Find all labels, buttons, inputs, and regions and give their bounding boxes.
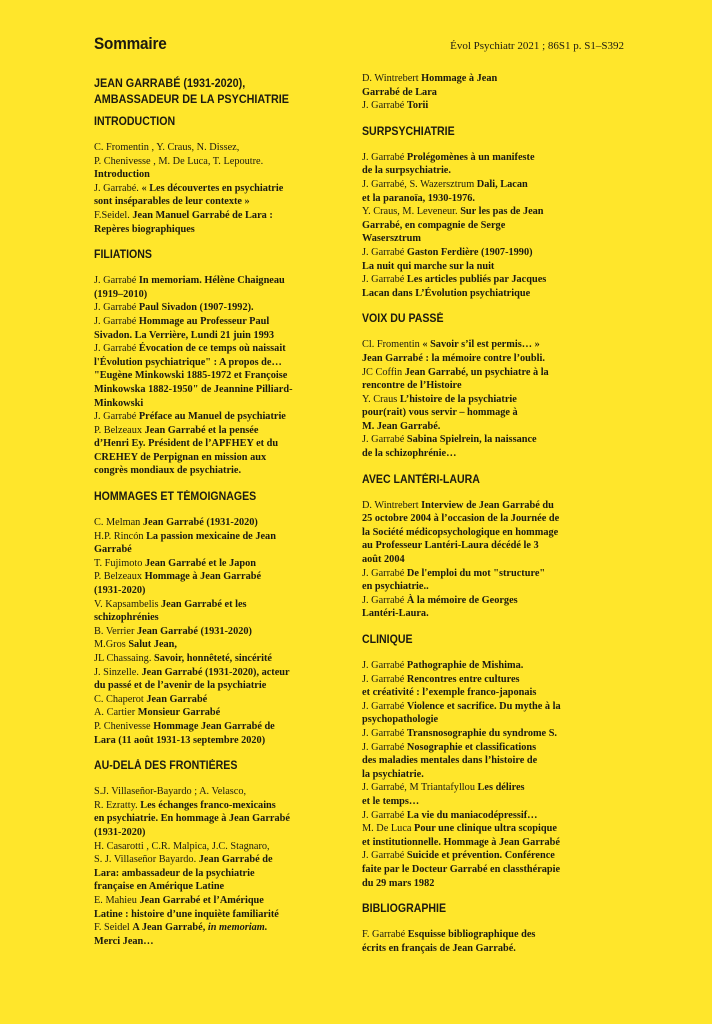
- entry-title: Violence et sacrifice. Du mythe à la: [406, 700, 561, 712]
- entry-title: écrits en français de Jean Garrabé.: [362, 942, 516, 954]
- toc-entry: [362, 659, 602, 673]
- entry-title: Suicide et prévention. Conférence: [406, 850, 555, 862]
- toc-entry: [362, 499, 602, 567]
- toc-entry: [94, 666, 334, 693]
- entry-title: Latine : histoire d’une inquiète familiarité: [94, 908, 279, 920]
- page-header: [94, 34, 624, 62]
- entry-title: (1919–2010): [94, 288, 148, 300]
- entry-title: d’Henri Ey. Président de l’APFHEY et du: [94, 438, 279, 450]
- entry-title: Garrabé: [94, 544, 132, 556]
- entry-title: Préface au Manuel de psychiatrie: [138, 411, 286, 423]
- entry-author: J. Garrabé: [362, 594, 407, 606]
- entry-title: du passé et de l’avenir de la psychiatrie: [94, 680, 267, 692]
- toc-entry: [362, 673, 602, 700]
- entry-author: H.P. Rincón: [94, 530, 147, 542]
- entry-author: Y. Craus: [362, 393, 400, 405]
- section-heading: BIBLIOGRAPHIE: [362, 903, 447, 916]
- entry-title: Salut Jean,: [128, 639, 177, 651]
- entry-title: et la paranoïa, 1930-1976.: [362, 192, 475, 204]
- entry-author: D. Wintrebert: [362, 499, 422, 511]
- entry-author: J. Garrabé: [94, 315, 139, 327]
- entry-title: Jean Garrabé et l’Amérique: [139, 894, 264, 906]
- entry-title: Paul Sivadon (1907-1992).: [138, 302, 254, 314]
- entry-title: Prolégomènes à un manifeste: [406, 151, 535, 163]
- entry-author: J. Garrabé: [362, 700, 407, 712]
- entry-title: sont inséparables de leur contexte »: [94, 196, 250, 208]
- toc-entry: [362, 809, 602, 823]
- entry-title: la Société médicopsychologique en hommage: [362, 526, 559, 538]
- toc-entry: [94, 706, 334, 720]
- entry-title: Introduction: [94, 169, 150, 181]
- entry-title: Garrabé, en compagnie de Serge: [362, 219, 506, 231]
- entry-author: J. Garrabé.: [94, 182, 142, 194]
- entry-title: Monsieur Garrabé: [137, 707, 221, 719]
- left-column: [94, 72, 334, 960]
- entry-author: J. Garrabé: [94, 343, 139, 355]
- toc-entry: [362, 781, 602, 808]
- entry-title: Interview de Jean Garrabé du: [421, 499, 554, 511]
- entry-title: Jean Garrabé : la mémoire contre l’oubli.: [362, 352, 545, 364]
- entry-author: J. Garrabé: [362, 100, 407, 112]
- toc-entry: [362, 822, 602, 849]
- entry-title: Les articles publiés par Jacques: [406, 274, 547, 286]
- entry-title: CREHEY de Perpignan en mission aux: [94, 451, 267, 463]
- toc-entry: [362, 567, 602, 594]
- entry-title: l'Évolution psychiatrique" : A propos de…: [94, 356, 282, 368]
- entry-author: S.J. Villaseñor-Bayardo ; A. Velasco,: [94, 786, 247, 798]
- entry-title: Esquisse bibliographique des: [407, 929, 536, 941]
- toc-entry: [94, 315, 334, 342]
- toc-entry: [362, 273, 602, 300]
- entry-title: M. Jean Garrabé.: [362, 420, 441, 432]
- entry-title: Pour une clinique ultra scopique: [414, 823, 557, 835]
- entry-author: J. Garrabé, M Triantafyllou: [362, 782, 478, 794]
- entry-author: J. Garrabé: [362, 673, 407, 685]
- entry-title: Merci Jean…: [94, 935, 154, 947]
- toc-entry: [94, 182, 334, 209]
- section-heading: INTRODUCTION: [94, 116, 176, 128]
- section-surpsychiatrie: [362, 125, 602, 301]
- toc-entry: [94, 840, 334, 894]
- toc-entry: [94, 141, 334, 182]
- toc-entry: [94, 530, 334, 557]
- toc-entry: [362, 433, 602, 460]
- toc-entry: [94, 557, 334, 571]
- entry-title: Sur les pas de Jean: [460, 206, 544, 218]
- entry-title: Garrabé de Lara: [362, 86, 437, 98]
- entry-title: Dali, Lacan: [476, 178, 528, 190]
- section-heading: SURPSYCHIATRIE: [362, 125, 455, 138]
- entry-title: Jean Garrabé (1931-2020): [142, 517, 258, 529]
- entry-title: Jean Manuel Garrabé de Lara :: [132, 209, 273, 221]
- entry-title: "Eugène Minkowski 1885-1972 et Françoise: [94, 370, 288, 382]
- toc-entry: [94, 638, 334, 652]
- entry-author: J. Garrabé: [362, 274, 407, 286]
- entry-author: J. Garrabé: [94, 275, 139, 287]
- entry-title: Lantéri-Laura.: [362, 608, 429, 620]
- entry-author: J. Garrabé: [362, 660, 407, 671]
- toc-entry: [362, 72, 602, 99]
- entry-title: et créativité : l’exemple franco-japonais: [362, 687, 537, 699]
- entry-title: Pathographie de Mishima.: [406, 660, 524, 671]
- toc-entry: [362, 727, 602, 741]
- section-heading: FILIATIONS: [94, 249, 152, 262]
- entry-title: Lacan dans L’Évolution psychiatrique: [362, 287, 531, 299]
- entry-title: Lara: ambassadeur de la psychiatrie: [94, 867, 255, 879]
- toc-entry: [362, 338, 602, 365]
- entry-title: La vie du maniacodépressif…: [406, 809, 538, 821]
- toc-entry: [94, 274, 334, 301]
- entry-author: J. Sinzelle.: [94, 666, 142, 678]
- entry-author: P. Chenivesse , M. De Luca, T. Lepoutre.: [94, 155, 264, 167]
- entry-title: Repères biographiques: [94, 223, 195, 235]
- entry-author: J. Garrabé: [94, 411, 139, 423]
- entry-title: et le temps…: [362, 795, 420, 807]
- journal-reference: Évol Psychiatr 2021 ; 86S1 p. S1–S392: [450, 40, 624, 52]
- toc-entry: [362, 594, 602, 621]
- page-title: Sommaire: [94, 34, 167, 53]
- entry-title: française en Amérique Latine: [94, 881, 225, 893]
- section-au-dela-des-frontieres: [94, 759, 334, 948]
- entry-author: R. Ezratty.: [94, 799, 141, 811]
- entry-title: Jean Garrabé et les: [161, 598, 247, 610]
- entry-title: Hommage à Jean Garrabé: [144, 571, 262, 583]
- entry-title: faite par le Docteur Garrabé en classthérapie: [362, 863, 561, 875]
- toc-entry: [94, 516, 334, 530]
- toc-entry: [94, 424, 334, 478]
- entry-title: Rencontres entre cultures: [406, 673, 520, 685]
- entry-title: La passion mexicaine de Jean: [146, 530, 276, 542]
- main-title: JEAN GARRABÉ (1931-2020), AMBASSADEUR DE LA PSYCHIATRIE: [94, 76, 290, 106]
- entry-title: en psychiatrie..: [362, 581, 429, 593]
- entry-title: de la surpsychiatrie.: [362, 165, 451, 177]
- entry-title: Les délires: [477, 782, 525, 794]
- entry-title: Jean Garrabé (1931-2020), acteur: [141, 666, 290, 678]
- entry-title: Lara (11 août 1931-13 septembre 2020): [94, 734, 266, 746]
- entry-author: J. Garrabé: [362, 741, 407, 753]
- entry-title: De l'emploi du mot "structure": [406, 567, 546, 579]
- toc-entry: [362, 366, 602, 393]
- entry-author: C. Chaperot: [94, 693, 147, 705]
- entry-author: C. Melman: [94, 517, 143, 529]
- entry-title: Jean Garrabé de: [198, 854, 273, 866]
- entry-author: P. Belzeaux: [94, 571, 145, 583]
- toc-entry: [362, 205, 602, 246]
- entry-author: D. Wintrebert: [362, 73, 422, 84]
- toc-entry: [362, 849, 602, 890]
- entry-title: Savoir, honnêteté, sincérité: [153, 653, 272, 664]
- section-heading: CLINIQUE: [362, 634, 413, 646]
- toc-entry: [94, 410, 334, 424]
- entry-title: Transnosographie du syndrome S.: [406, 727, 557, 739]
- entry-author: F. Garrabé: [362, 929, 408, 941]
- entry-title: (1931-2020): [94, 826, 146, 838]
- toc-entry: [94, 693, 334, 707]
- entry-title: Wasersztrum: [362, 233, 421, 245]
- entry-title: Jean Garrabé (1931-2020): [137, 625, 252, 637]
- section-heading: AVEC LANTÉRI-LAURA: [362, 473, 480, 486]
- entry-title: des maladies mentales dans l’histoire de: [362, 755, 538, 767]
- entry-author: J. Garrabé: [362, 246, 407, 258]
- entry-title: Hommage à Jean: [421, 73, 498, 84]
- entry-title: congrès mondiaux de psychiatrie.: [94, 465, 242, 477]
- entry-title: psychopathologie: [362, 714, 439, 726]
- entry-title: « Savoir s’il est permis… »: [422, 339, 540, 351]
- entry-title: La nuit qui marche sur la nuit: [362, 260, 495, 272]
- entry-author: C. Fromentin , Y. Craus, N. Dissez,: [94, 142, 240, 153]
- toc-entry: [94, 921, 334, 948]
- section-heading: AU-DELÀ DES FRONTIÈRES: [94, 760, 238, 773]
- section-continued: [362, 72, 602, 113]
- entry-author: P. Belzeaux: [94, 424, 145, 436]
- entry-title: de la schizophrénie…: [362, 448, 457, 460]
- entry-title: in memoriam.: [207, 922, 268, 934]
- toc-entry: [94, 301, 334, 315]
- entry-author: J. Garrabé: [362, 434, 407, 446]
- entry-title: 25 octobre 2004 à l’occasion de la Journée de: [362, 513, 560, 525]
- section-heading: VOIX DU PASSÉ: [362, 313, 444, 326]
- entry-author: B. Verrier: [94, 625, 137, 637]
- entry-title: « Les découvertes en psychiatrie: [141, 182, 284, 194]
- entry-title: rencontre de l’Histoire: [362, 380, 462, 392]
- toc-entry: [94, 209, 334, 236]
- toc-entry: [94, 598, 334, 625]
- entry-title: Les échanges franco-mexicains: [140, 799, 276, 811]
- toc-entry: [362, 393, 602, 434]
- section-filiations: [94, 248, 334, 478]
- toc-entry: [362, 700, 602, 727]
- toc-entry: [362, 178, 602, 205]
- entry-author: Y. Craus, M. Leveneur.: [362, 206, 461, 218]
- toc-entry: [94, 720, 334, 747]
- entry-author: J. Garrabé: [94, 302, 139, 314]
- entry-title: Minkowska 1882-1950" de Jeannine Pilliard-: [94, 383, 293, 395]
- toc-entry: [362, 99, 602, 113]
- entry-title: Jean Garrabé et le Japon: [145, 557, 256, 569]
- entry-author: J. Garrabé: [362, 809, 407, 821]
- entry-title: In memoriam. Hélène Chaigneau: [138, 275, 285, 287]
- entry-title: A Jean Garrabé,: [132, 922, 208, 934]
- section-bibliographie: [362, 902, 602, 955]
- entry-title: Hommage au Professeur Paul: [138, 315, 270, 327]
- toc-entry: [94, 570, 334, 597]
- entry-title: et institutionnelle. Hommage à Jean Garrabé: [362, 836, 560, 848]
- toc-entry: [94, 785, 334, 839]
- entry-author: J. Garrabé: [362, 151, 407, 163]
- toc-entry: [362, 151, 602, 178]
- entry-author: F.Seidel.: [94, 209, 133, 221]
- entry-author: A. Cartier: [94, 707, 138, 719]
- entry-author: JC Coffin: [362, 366, 405, 378]
- entry-title: Minkowski: [94, 397, 144, 409]
- toc-entry: [94, 342, 334, 410]
- entry-author: J. Garrabé: [362, 727, 407, 739]
- toc-entry: [362, 741, 602, 782]
- entry-title: (1931-2020): [94, 585, 146, 597]
- toc-entry: [362, 928, 602, 955]
- entry-title: Jean Garrabé, un psychiatre à la: [404, 366, 549, 378]
- entry-author: F. Seidel: [94, 922, 133, 934]
- section-clinique: [362, 633, 602, 890]
- entry-author: E. Mahieu: [94, 894, 140, 906]
- toc-entry: [94, 894, 334, 921]
- entry-author: H. Casarotti , C.R. Malpica, J.C. Stagnaro,: [94, 840, 270, 852]
- entry-author: J. Garrabé: [362, 850, 407, 862]
- section-avec-lanteri-laura: [362, 473, 602, 621]
- entry-author: S. J. Villaseñor Bayardo.: [94, 854, 199, 866]
- entry-title: Sabina Spielrein, la naissance: [406, 434, 537, 446]
- entry-author: Cl. Fromentin: [362, 339, 423, 351]
- entry-author: T. Fujimoto: [94, 557, 146, 569]
- entry-title: Sivadon. La Verrière, Lundi 21 juin 1993: [94, 329, 275, 341]
- toc-entry: [94, 652, 334, 666]
- entry-author: J. Garrabé, S. Wazersztrum: [362, 178, 477, 190]
- entry-author: P. Chenivesse: [94, 720, 154, 732]
- entry-title: la psychiatrie.: [362, 768, 424, 780]
- entry-author: J. Garrabé: [362, 567, 407, 579]
- entry-title: Évocation de ce temps où naissait: [138, 343, 286, 355]
- entry-title: L’histoire de la psychiatrie: [399, 393, 517, 405]
- entry-title: Jean Garrabé et la pensée: [144, 424, 259, 436]
- entry-title: schizophrénies: [94, 612, 159, 624]
- toc-entry: [362, 246, 602, 273]
- section-introduction: [94, 115, 334, 236]
- entry-title: Torii: [406, 100, 429, 112]
- entry-author: JL Chassaing.: [94, 653, 154, 664]
- entry-author: M. De Luca: [362, 823, 415, 835]
- entry-title: au Professeur Lantéri-Laura décédé le 3: [362, 540, 539, 552]
- section-heading: HOMMAGES ET TÉMOIGNAGES: [94, 491, 257, 504]
- entry-title: Hommage Jean Garrabé de: [153, 720, 275, 732]
- entry-title: Jean Garrabé: [146, 693, 208, 705]
- entry-title: pour(rait) vous servir – hommage à: [362, 407, 518, 419]
- entry-title: du 29 mars 1982: [362, 877, 435, 889]
- entry-title: À la mémoire de Georges: [406, 594, 518, 606]
- toc-entry: [94, 625, 334, 639]
- entry-title: Gaston Ferdière (1907-1990): [406, 246, 533, 258]
- entry-title: août 2004: [362, 554, 405, 566]
- entry-author: M.Gros: [94, 639, 129, 651]
- right-column: [362, 72, 602, 967]
- entry-title: en psychiatrie. En hommage à Jean Garrabé: [94, 813, 290, 825]
- section-voix-du-passe: [362, 312, 602, 460]
- entry-author: V. Kapsambelis: [94, 598, 162, 610]
- section-hommages-et-temoignages: [94, 490, 334, 747]
- entry-title: Nosographie et classifications: [406, 741, 537, 753]
